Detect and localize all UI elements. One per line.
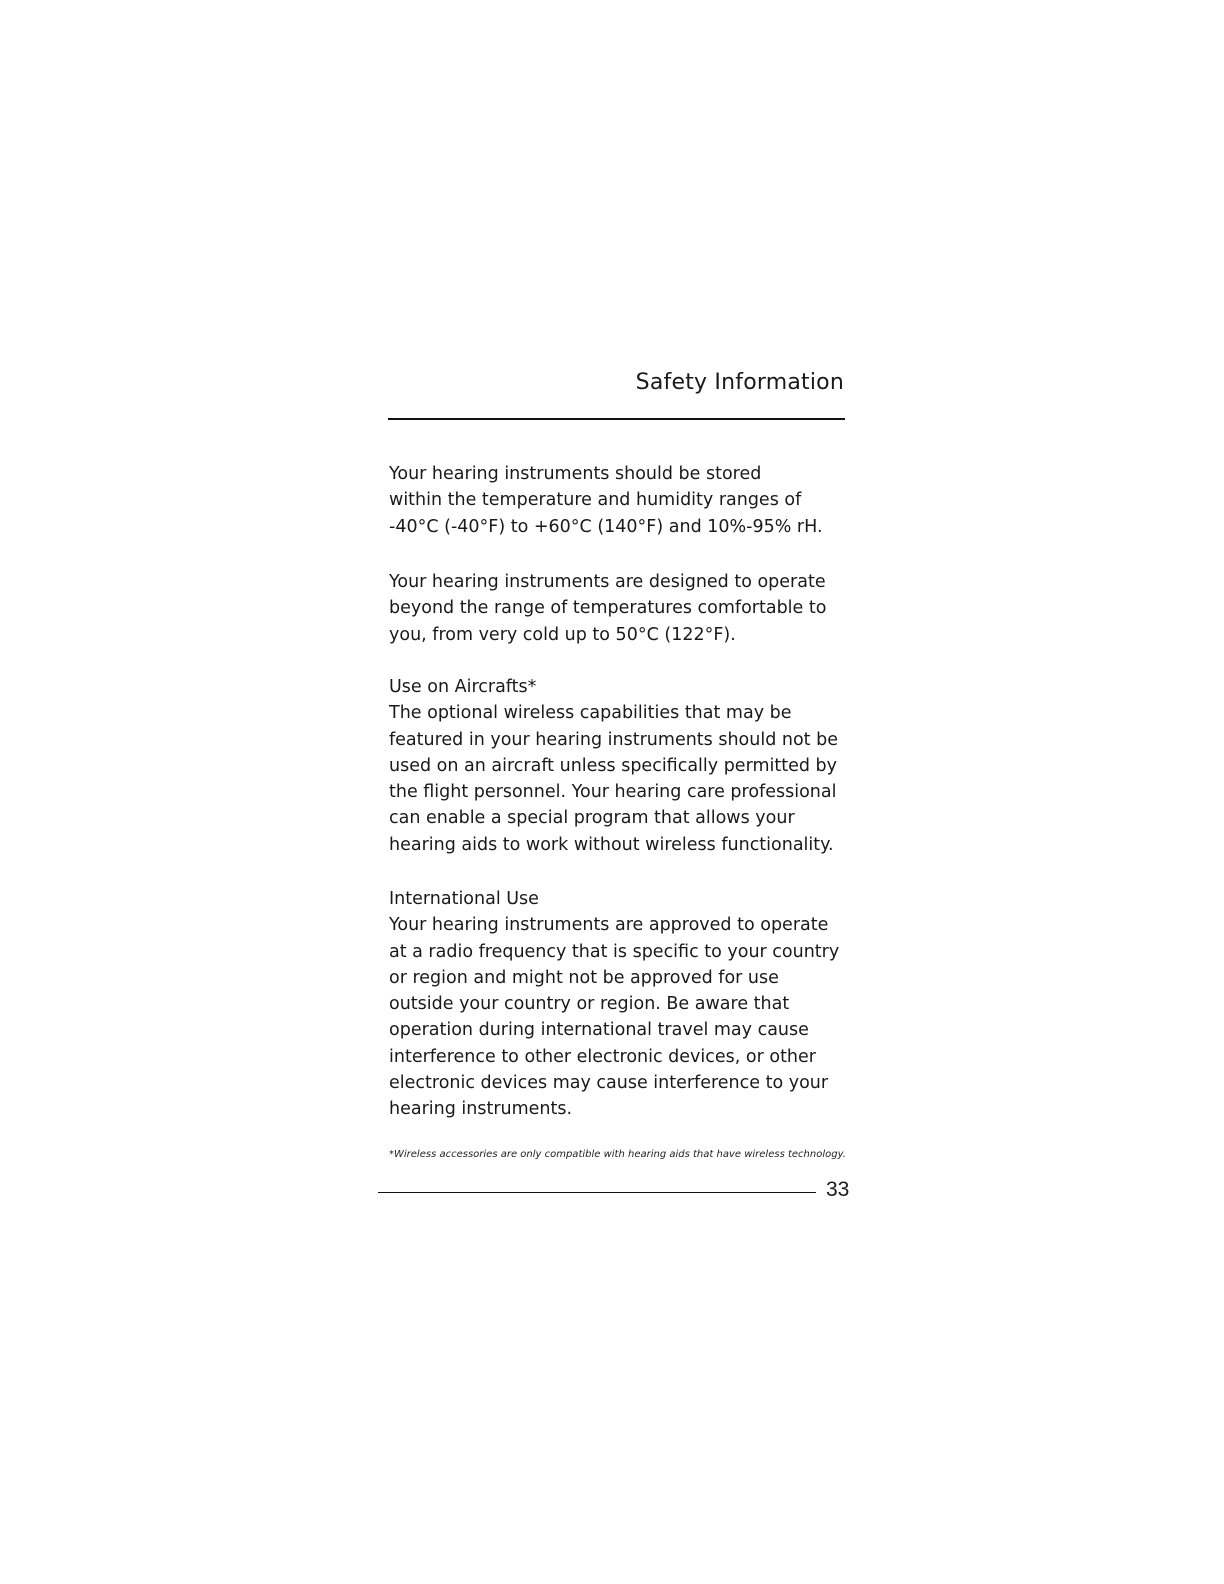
wireless-footnote: *Wireless accessories are only compatible with hearing aids that have wireless technology. — [389, 1149, 846, 1160]
storage-line: Your hearing instruments should be stored — [389, 464, 762, 484]
aircraft-line: can enable a special program that allows your — [389, 808, 795, 829]
operating-line: beyond the range of temperatures comfortable to — [389, 598, 827, 619]
international-line: at a radio frequency that is specific to your country — [389, 941, 840, 962]
aircraft-line: hearing aids to work without wireless functionality. — [389, 834, 834, 855]
international-line: or region and might not be approved for use — [389, 967, 779, 988]
aircraft-line: The optional wireless capabilities that may be — [389, 703, 792, 724]
international-line: outside your country or region. Be aware that — [389, 994, 790, 1015]
aircraft-line: used on an aircraft unless specifically permitted by — [389, 755, 837, 776]
title-divider — [388, 418, 845, 420]
footer-divider — [378, 1192, 816, 1193]
international-section — [389, 886, 859, 1123]
storage-line: within the temperature and humidity ranges of — [389, 490, 802, 511]
international-line: electronic devices may cause interference to your — [389, 1073, 829, 1094]
aircraft-section — [389, 674, 859, 858]
operating-temperature-paragraph — [389, 569, 859, 648]
aircraft-line: featured in your hearing instruments should not be — [389, 729, 838, 750]
aircraft-line: the flight personnel. Your hearing care professional — [389, 782, 837, 803]
international-line: hearing instruments. — [389, 1099, 573, 1120]
operating-line: you, from very cold up to 50°C (122°F). — [389, 624, 736, 645]
page-title: Safety Information — [635, 370, 844, 395]
international-line: Your hearing instruments are approved to operate — [389, 915, 829, 936]
international-heading: International Use — [389, 889, 539, 909]
aircraft-heading: Use on Aircrafts* — [389, 677, 537, 697]
operating-line: Your hearing instruments are designed to operate — [389, 572, 826, 592]
storage-line: -40°C (-40°F) to +60°C (140°F) and 10%-95% rH. — [389, 516, 823, 537]
international-line: interference to other electronic devices, or other — [389, 1046, 816, 1067]
international-line: operation during international travel may cause — [389, 1020, 809, 1041]
page-number: 33 — [826, 1178, 850, 1201]
storage-paragraph — [389, 461, 859, 540]
